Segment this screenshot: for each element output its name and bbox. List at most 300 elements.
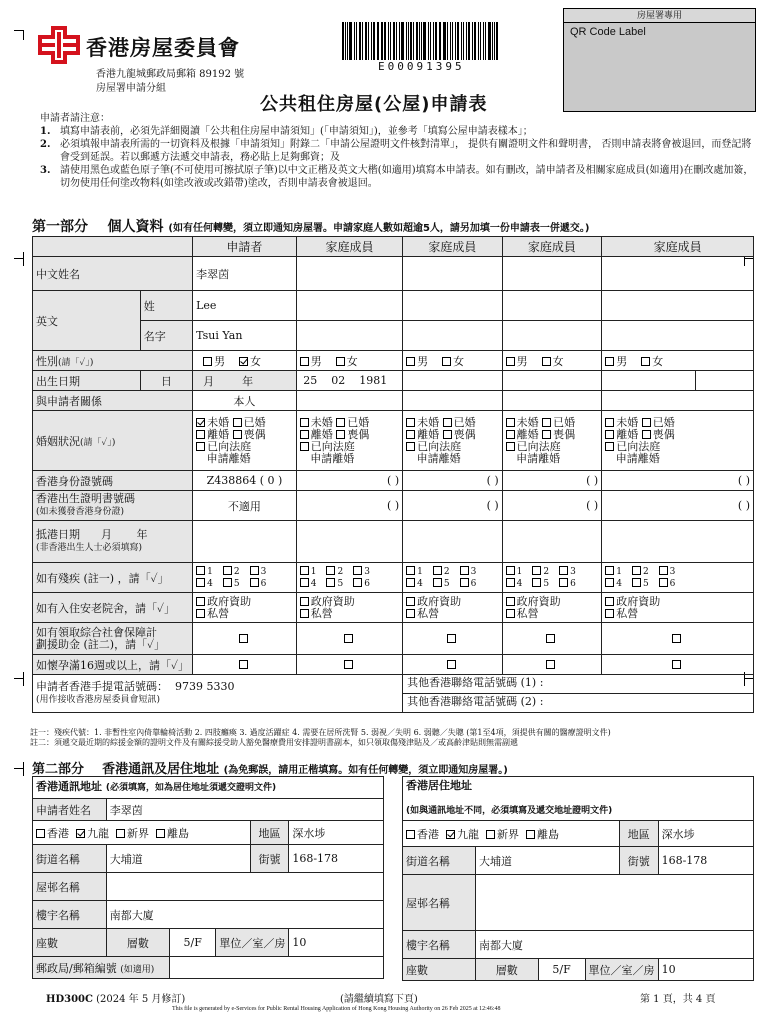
member-hkid[interactable]: ( )	[502, 471, 602, 491]
checkbox[interactable]	[344, 634, 353, 643]
member-dob[interactable]	[502, 371, 602, 391]
checkbox[interactable]	[542, 430, 551, 439]
disability-code: 6	[470, 578, 477, 589]
checkbox[interactable]	[605, 430, 614, 439]
mail-applicant-name[interactable]: 李翠茵	[106, 799, 383, 821]
checkbox[interactable]	[300, 609, 309, 618]
disability-code: 1	[207, 566, 213, 577]
region-label: 離島	[537, 827, 559, 841]
label-hkid: 香港身份證號碼	[33, 471, 193, 491]
male-label: 男	[214, 354, 226, 368]
mail-building[interactable]: 南都大廈	[106, 901, 383, 929]
label-estate: 屋邨名稱	[33, 873, 107, 901]
applicant-chinese-name[interactable]: 李翠茵	[193, 257, 297, 291]
member-field[interactable]	[403, 257, 503, 291]
checkbox[interactable]	[546, 634, 555, 643]
unmarried-label: 未婚	[516, 415, 539, 429]
barcode-bar	[342, 22, 344, 60]
checkbox[interactable]	[460, 566, 469, 575]
barcode-bar	[494, 22, 495, 60]
disability-code: 3	[570, 566, 576, 577]
barcode-bar	[356, 22, 358, 60]
checkbox[interactable]	[223, 578, 232, 587]
mail-street[interactable]: 大埔道	[106, 845, 250, 873]
checkbox[interactable]	[300, 578, 309, 587]
checkbox[interactable]	[460, 578, 469, 587]
member-hkid[interactable]: ( )	[602, 471, 754, 491]
label-floor: 層數	[106, 929, 169, 957]
barcode-bar	[362, 22, 363, 60]
barcode-bar	[349, 22, 352, 60]
checkbox[interactable]	[486, 830, 495, 839]
checkbox[interactable]	[406, 609, 415, 618]
checkbox[interactable]	[336, 357, 345, 366]
disability-code: 4	[310, 578, 317, 589]
barcode-bar	[406, 22, 407, 60]
footnote-2: 註二：須遞交最近期的綜援金額的證明文件及有關綜援受助人豁免醫療費用安排證明書副本，如只領取傷殘津貼及／或高齡津貼則無需副遞	[30, 738, 518, 747]
housing-authority-logo-icon	[38, 26, 80, 64]
checkbox[interactable]	[532, 578, 541, 587]
note-number: 1.	[40, 126, 51, 137]
checkbox[interactable]	[406, 566, 415, 575]
member-field[interactable]	[403, 391, 503, 411]
applicant-arrival[interactable]	[193, 521, 297, 563]
checkbox[interactable]	[506, 609, 515, 618]
checkbox[interactable]	[203, 357, 212, 366]
checkbox[interactable]	[659, 566, 668, 575]
table-row	[33, 471, 754, 491]
table-row	[403, 821, 754, 847]
label-birth-cert	[33, 491, 193, 521]
mail-title: 香港通訊地址	[36, 780, 102, 793]
govt-funded-label: 政府資助	[310, 594, 355, 608]
label-english: 英文	[33, 291, 141, 351]
checkbox[interactable]	[605, 566, 614, 575]
checkbox[interactable]	[605, 442, 614, 451]
barcode-bar	[468, 22, 471, 60]
member-field[interactable]	[502, 291, 602, 321]
disability-code: 4	[207, 578, 213, 589]
member-birth-cert[interactable]: ( )	[403, 491, 503, 521]
govt-funded-label: 政府資助	[616, 594, 661, 608]
checkbox[interactable]	[532, 566, 541, 575]
checkbox[interactable]	[344, 660, 353, 669]
barcode-bar	[423, 22, 426, 60]
checkbox[interactable]	[300, 442, 309, 451]
checkbox[interactable]	[336, 430, 345, 439]
label-relationship: 與申請者關係	[33, 391, 193, 411]
mobile-number[interactable]: 9739 5330	[175, 680, 235, 693]
checkbox[interactable]	[196, 442, 205, 451]
mobile-note: (用作接收香港房屋委員會短訊)	[36, 695, 161, 705]
checkbox[interactable]	[506, 430, 515, 439]
barcode-bar	[483, 22, 485, 60]
barcode-bar	[410, 22, 412, 60]
checkbox-checked[interactable]	[76, 829, 85, 838]
checkbox[interactable]	[632, 566, 641, 575]
member-sex	[602, 351, 754, 371]
applicant-relationship: 本人	[193, 391, 297, 411]
member-dob[interactable]	[695, 371, 753, 391]
divorcing-label: 申請離婚	[310, 451, 355, 465]
checkbox[interactable]	[672, 660, 681, 669]
barcode-bar	[401, 22, 404, 60]
member-dob[interactable]	[403, 371, 503, 391]
mail-street-no[interactable]: 168-178	[289, 845, 384, 873]
part2-note: (為免郵誤，請用正楷填寫。如有任何轉變，須立即通知房屋署。)	[223, 765, 508, 776]
barcode-bar	[452, 22, 453, 60]
barcode-bar	[371, 22, 372, 60]
registration-mark	[23, 672, 24, 686]
member-field[interactable]	[296, 291, 402, 321]
checkbox[interactable]	[659, 578, 668, 587]
other-phone-2[interactable]: 其他香港聯絡電話號碼 (2) :	[407, 695, 544, 708]
checkbox[interactable]	[559, 566, 568, 575]
barcode-bar	[365, 22, 368, 60]
mail-note: (必須填寫，如為居住地址須遞交證明文件)	[105, 783, 277, 793]
applicant-birth-cert[interactable]: 不適用	[193, 491, 297, 521]
table-row	[403, 777, 754, 821]
applicant-sex	[193, 351, 297, 371]
checkbox[interactable]	[336, 418, 345, 427]
male-label: 男	[616, 354, 628, 368]
divorced-label: 離婚	[417, 427, 440, 441]
label-district: 地區	[250, 821, 289, 845]
disability-code: 2	[337, 566, 344, 577]
checkbox[interactable]	[406, 357, 415, 366]
res-street[interactable]: 大埔道	[476, 847, 620, 875]
dob-month: 02	[331, 374, 346, 387]
checkbox[interactable]	[506, 566, 515, 575]
checkbox[interactable]	[406, 830, 415, 839]
checkbox[interactable]	[196, 566, 205, 575]
checkbox[interactable]	[300, 597, 309, 606]
table-row	[33, 957, 384, 979]
member-field[interactable]	[602, 321, 754, 351]
member-field[interactable]	[403, 291, 503, 321]
disability-code: 2	[443, 566, 450, 577]
res-district[interactable]: 深水埗	[658, 821, 753, 847]
checkbox[interactable]	[233, 418, 242, 427]
table-row	[33, 845, 384, 873]
checkbox[interactable]	[641, 357, 650, 366]
member-field[interactable]	[403, 321, 503, 351]
checkbox[interactable]	[506, 418, 515, 427]
other-phone-1[interactable]: 其他香港聯絡電話號碼 (1) :	[403, 675, 753, 694]
checkbox[interactable]	[642, 430, 651, 439]
col-applicant: 申請者	[193, 237, 297, 257]
mail-title-cell	[33, 777, 384, 799]
barcode-bar	[463, 22, 464, 60]
member-field[interactable]	[296, 257, 402, 291]
disability-checkboxes	[602, 563, 754, 593]
divorcing-label: 已向法庭	[417, 439, 462, 453]
month-label: 月	[203, 374, 215, 388]
member-field[interactable]	[502, 391, 602, 411]
marital-hint: (請「✓」)	[80, 437, 116, 448]
mail-estate[interactable]	[106, 873, 383, 901]
table-row	[33, 593, 754, 623]
elderly-home-options	[193, 593, 297, 623]
checkbox[interactable]	[605, 609, 614, 618]
checkbox[interactable]	[542, 418, 551, 427]
member-hkid[interactable]: ( )	[403, 471, 503, 491]
barcode-bar	[474, 22, 476, 60]
checkbox[interactable]	[632, 578, 641, 587]
checkbox[interactable]	[196, 609, 205, 618]
barcode	[342, 22, 500, 60]
region-label: 離島	[167, 826, 189, 840]
disability-code: 6	[260, 578, 267, 589]
member-arrival[interactable]	[602, 521, 754, 563]
table-row	[33, 821, 384, 845]
disability-checkboxes	[296, 563, 402, 593]
label-sex	[33, 351, 193, 371]
checkbox[interactable]	[546, 660, 555, 669]
mail-unit[interactable]: 10	[289, 929, 384, 957]
disability-code: 3	[470, 566, 477, 577]
disability-code: 4	[616, 578, 622, 589]
part2-title: 香港通訊及居住地址	[102, 762, 220, 777]
disability-code: 5	[337, 578, 344, 589]
barcode-bar	[457, 22, 459, 60]
checkbox[interactable]	[156, 829, 165, 838]
disability-checkboxes	[403, 563, 503, 593]
barcode-bar	[368, 22, 369, 60]
member-field[interactable]	[502, 321, 602, 351]
female-label: 女	[250, 354, 262, 368]
married-label: 已婚	[453, 415, 476, 429]
disability-code: 6	[570, 578, 576, 589]
checkbox-checked[interactable]	[239, 357, 248, 366]
barcode-bar	[443, 22, 446, 60]
checkbox[interactable]	[442, 357, 451, 366]
checkbox[interactable]	[233, 430, 242, 439]
region-label: 香港	[417, 827, 439, 841]
member-field[interactable]	[602, 257, 754, 291]
applicant-surname[interactable]: Lee	[193, 291, 297, 321]
qr-code-box	[563, 8, 756, 112]
applicant-given-name[interactable]: Tsui Yan	[193, 321, 297, 351]
disability-code: 3	[669, 566, 676, 577]
member-birth-cert[interactable]: ( )	[296, 491, 402, 521]
widowed-label: 喪偶	[553, 427, 576, 441]
qr-box-header: 房屋署專用	[564, 9, 755, 23]
barcode-bar	[440, 22, 441, 60]
checkbox[interactable]	[300, 566, 309, 575]
disability-code: 4	[417, 578, 423, 589]
note-item	[38, 138, 754, 164]
dob-unit-labels	[193, 371, 297, 391]
checkbox[interactable]	[406, 430, 415, 439]
barcode-bar	[388, 22, 389, 60]
day-label: 日	[160, 374, 172, 388]
member-birth-cert[interactable]: ( )	[502, 491, 602, 521]
disability-code: 5	[233, 578, 240, 589]
govt-funded-label: 政府資助	[207, 594, 252, 608]
widowed-label: 喪偶	[243, 427, 266, 441]
checkbox[interactable]	[239, 660, 248, 669]
checkbox[interactable]	[605, 418, 614, 427]
applicant-hkid[interactable]: Z438864 ( 0 )	[193, 471, 297, 491]
checkbox[interactable]	[116, 829, 125, 838]
checkbox[interactable]	[406, 442, 415, 451]
disability-code: 5	[443, 578, 450, 589]
region-options	[33, 821, 251, 845]
year-label: 年	[242, 374, 254, 388]
checkbox[interactable]	[506, 442, 515, 451]
checkbox[interactable]	[672, 634, 681, 643]
member-arrival[interactable]	[502, 521, 602, 563]
member-field[interactable]	[296, 321, 402, 351]
checkbox[interactable]	[353, 578, 362, 587]
res-building[interactable]: 南都大廈	[476, 931, 754, 959]
barcode-bar	[455, 22, 456, 60]
res-street-no[interactable]: 168-178	[658, 847, 753, 875]
res-title: 香港居住地址	[406, 779, 472, 792]
checkbox[interactable]	[642, 418, 651, 427]
checkbox[interactable]	[447, 634, 456, 643]
checkbox[interactable]	[506, 597, 515, 606]
label-pobox	[33, 957, 170, 979]
private-label: 私營	[207, 606, 230, 620]
disability-code: 2	[642, 566, 649, 577]
checkbox[interactable]	[406, 578, 415, 587]
checkbox[interactable]	[196, 430, 205, 439]
govt-funded-label: 政府資助	[516, 594, 561, 608]
checkbox[interactable]	[542, 357, 551, 366]
member-field[interactable]	[602, 291, 754, 321]
notes-intro: 申請者請注意：	[40, 113, 110, 124]
table-row	[33, 257, 754, 291]
member-field[interactable]	[296, 391, 402, 411]
res-estate[interactable]	[476, 875, 754, 931]
label-applicant-name: 申請者姓名	[33, 799, 107, 821]
pregnant-cell	[296, 655, 402, 675]
checkbox-checked[interactable]	[196, 418, 205, 427]
checkbox[interactable]	[506, 578, 515, 587]
elderly-home-options	[296, 593, 402, 623]
applicant-dob[interactable]	[296, 371, 402, 391]
checkbox[interactable]	[326, 578, 335, 587]
checkbox[interactable]	[300, 357, 309, 366]
member-hkid[interactable]: ( )	[296, 471, 402, 491]
cssa-cell	[502, 623, 602, 655]
barcode-bar	[390, 22, 391, 60]
form-revision: (2024 年 5 月修訂)	[96, 994, 186, 1005]
checkbox[interactable]	[353, 566, 362, 575]
part1-number: 第一部分	[32, 219, 88, 235]
label-street-no: 街號	[619, 847, 658, 875]
col-member: 家庭成員	[602, 237, 754, 257]
form-code	[46, 990, 185, 1005]
barcode-bar	[472, 22, 473, 60]
mail-floor[interactable]: 5/F	[170, 929, 216, 957]
member-field[interactable]	[602, 391, 754, 411]
disability-code: 4	[516, 578, 523, 589]
barcode-bar	[359, 22, 361, 60]
table-row	[33, 491, 754, 521]
member-field[interactable]	[502, 257, 602, 291]
res-note: (如與通訊地址不同，必須填寫及遞交地址證明文件)	[406, 806, 613, 816]
member-birth-cert[interactable]: ( )	[602, 491, 754, 521]
page-number: 第 1 頁，共 4 頁	[640, 994, 716, 1005]
divorcing-label: 申請離婚	[615, 451, 660, 465]
pregnant-cell	[193, 655, 297, 675]
label-block: 座數	[403, 959, 476, 981]
registration-mark	[23, 252, 24, 266]
checkbox[interactable]	[223, 566, 232, 575]
pobox-note: (如適用)	[120, 964, 155, 975]
checkbox[interactable]	[406, 597, 415, 606]
note-number: 3.	[40, 165, 51, 176]
unmarried-label: 未婚	[207, 415, 230, 429]
unmarried-label: 未婚	[417, 415, 440, 429]
barcode-bar	[447, 22, 448, 60]
barcode-bar	[384, 22, 387, 60]
mail-pobox[interactable]	[170, 957, 384, 979]
member-arrival[interactable]	[296, 521, 402, 563]
table-row	[33, 901, 384, 929]
checkbox[interactable]	[526, 830, 535, 839]
checkbox[interactable]	[406, 418, 415, 427]
address-line: 房屋署申請分組	[96, 83, 166, 94]
barcode-bar	[354, 22, 355, 60]
checkbox[interactable]	[250, 578, 259, 587]
checkbox[interactable]	[196, 597, 205, 606]
member-dob[interactable]	[602, 371, 696, 391]
note-text: 請使用黑色或藍色原子筆(不可使用可擦拭原子筆)以中文正楷及英文大楷(如適用)填寫本申請表。如有刪改，請申請者及相關家庭成員(如適用)在刪改處加簽，切勿使用任何塗改物料(如塗改液或改錯帶)塗改，否則申請表會被退回。	[60, 165, 754, 189]
checkbox[interactable]	[300, 430, 309, 439]
divorcing-label: 已向法庭	[616, 439, 661, 453]
label-chinese-name: 中文姓名	[33, 257, 193, 291]
checkbox[interactable]	[443, 430, 452, 439]
checkbox[interactable]	[36, 829, 45, 838]
dob-year: 1981	[359, 374, 388, 387]
checkbox[interactable]	[326, 566, 335, 575]
barcode-bar	[413, 22, 414, 60]
checkbox[interactable]	[559, 578, 568, 587]
checkbox[interactable]	[196, 578, 205, 587]
male-label: 男	[310, 354, 322, 368]
checkbox[interactable]	[605, 597, 614, 606]
private-label: 私營	[616, 606, 639, 620]
widowed-label: 喪偶	[347, 427, 370, 441]
checkbox-checked[interactable]	[446, 830, 455, 839]
checkbox[interactable]	[447, 660, 456, 669]
checkbox[interactable]	[605, 578, 614, 587]
checkbox[interactable]	[506, 357, 515, 366]
checkbox[interactable]	[605, 357, 614, 366]
res-unit[interactable]: 10	[658, 959, 753, 981]
member-arrival[interactable]	[403, 521, 503, 563]
res-floor[interactable]: 5/F	[538, 959, 585, 981]
checkbox[interactable]	[443, 418, 452, 427]
male-label: 男	[417, 354, 429, 368]
checkbox[interactable]	[433, 566, 442, 575]
checkbox[interactable]	[250, 566, 259, 575]
arrival-note: (非香港出生人士必須填寫)	[36, 543, 143, 553]
checkbox[interactable]	[300, 418, 309, 427]
checkbox[interactable]	[239, 634, 248, 643]
footnotes	[30, 728, 750, 748]
table-row	[33, 655, 754, 675]
checkbox[interactable]	[433, 578, 442, 587]
arrival-label: 抵港日期	[36, 528, 80, 541]
table-row	[33, 929, 384, 957]
mail-district[interactable]: 深水埗	[289, 821, 384, 845]
male-label: 男	[516, 354, 528, 368]
